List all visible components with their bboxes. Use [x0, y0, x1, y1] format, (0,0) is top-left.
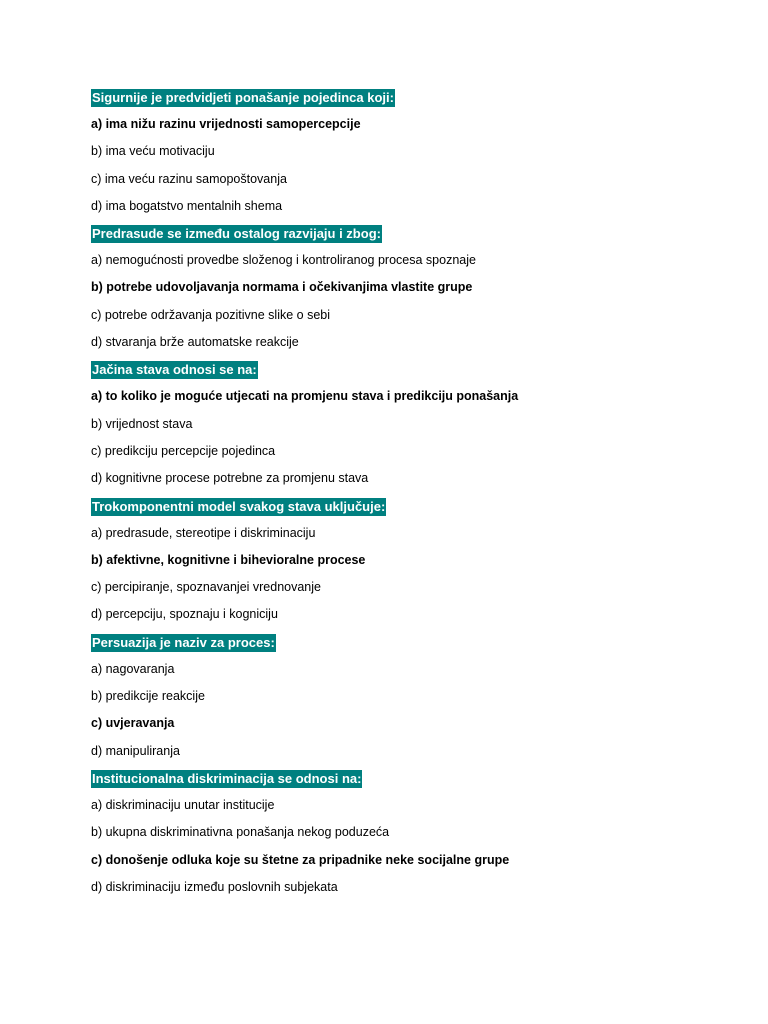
answer-option: a) nemogućnosti provedbe složenog i kontroliranog procesa spoznaje [91, 253, 476, 268]
question-text: Persuazija je naziv za proces: [92, 634, 275, 650]
answer-option: b) ukupna diskriminativna ponašanja nekog poduzeća [91, 825, 390, 840]
question-block-2 [91, 220, 731, 356]
question-text: Sigurnije je predvidjeti ponašanje pojedinca koji: [92, 90, 394, 105]
answer-option-correct: a) ima nižu razinu vrijednosti samopercepcije [91, 117, 361, 131]
question-text: Institucionalna diskriminacija se odnosi na: [92, 770, 362, 786]
question-heading [91, 493, 731, 520]
answer-option: a) predrasude, stereotipe i diskriminaciju [91, 525, 316, 540]
answer-option: d) kognitivne procese potrebne za promjenu stava [91, 471, 369, 486]
answer-option-correct: c) uvjeravanja [91, 716, 175, 731]
answer-option: c) potrebe održavanja pozitivne slike o sebi [91, 307, 331, 322]
answer-option: d) manipuliranja [91, 743, 180, 758]
question-block-4 [91, 493, 731, 629]
question-text: Trokomponentni model svakog stava uključuje: [92, 498, 386, 514]
question-block-5 [91, 629, 731, 765]
answer-option: b) predikcije reakcije [91, 689, 205, 704]
question-heading [91, 220, 731, 247]
question-block-3 [91, 356, 731, 492]
answer-option: d) stvaranja brže automatske reakcije [91, 335, 299, 350]
answer-option: c) ima veću razinu samopoštovanja [91, 171, 287, 186]
question-block-6 [91, 765, 731, 901]
question-text: Jačina stava odnosi se na: [92, 362, 257, 378]
answer-option: b) ima veću motivaciju [91, 144, 215, 159]
quiz-content [91, 84, 731, 901]
answer-option: c) predikciju percepcije pojedinca [91, 443, 276, 458]
answer-option-correct: a) to koliko je moguće utjecati na promjenu stava i predikciju ponašanja [91, 389, 519, 404]
question-heading [91, 356, 731, 383]
answer-option: a) nagovaranja [91, 661, 175, 676]
question-heading [91, 765, 731, 792]
answer-option-correct: c) donošenje odluka koje su štetne za pripadnike neke socijalne grupe [91, 852, 510, 867]
answer-option: a) diskriminaciju unutar institucije [91, 797, 275, 812]
answer-option-correct: b) potrebe udovoljavanja normama i očekivanjima vlastite grupe [91, 280, 473, 295]
answer-option: d) percepciju, spoznaju i kogniciju [91, 607, 278, 622]
answer-option: b) vrijednost stava [91, 416, 193, 431]
answer-option: c) percipiranje, spoznavanjei vrednovanje [91, 580, 321, 595]
question-heading [91, 84, 731, 111]
question-text: Predrasude se između ostalog razvijaju i zbog: [92, 226, 381, 242]
question-heading [91, 629, 731, 656]
answer-option-correct: b) afektivne, kognitivne i bihevioralne procese [91, 552, 366, 567]
answer-option: d) ima bogatstvo mentalnih shema [91, 198, 283, 213]
answer-option: d) diskriminaciju između poslovnih subjekata [91, 879, 338, 894]
question-block-1 [91, 84, 731, 220]
